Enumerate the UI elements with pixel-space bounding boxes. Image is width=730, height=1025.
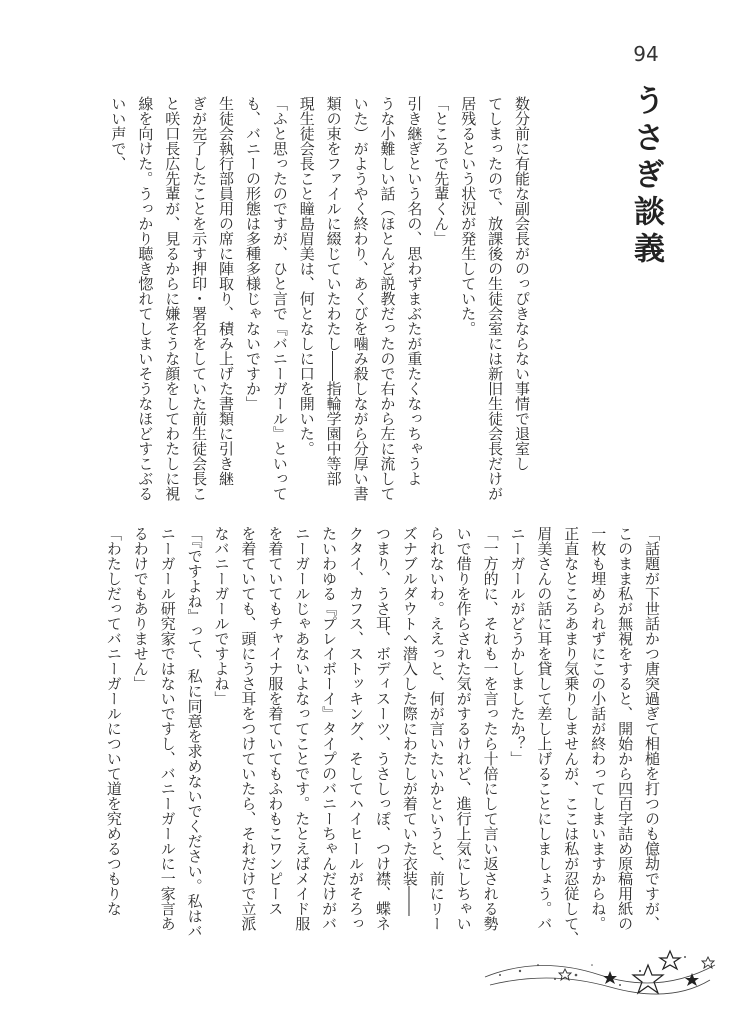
- text-line: 数分前に有能な副会長がのっぴきならない事情で退室し: [513, 96, 531, 471]
- page-number: 94: [633, 42, 659, 66]
- text-line: を着ていてもチャイナ服を着ていてもふわもこワンピース: [266, 526, 285, 916]
- text-line: 「ところで先輩くん」: [432, 96, 451, 246]
- text-line: を着ていても、頭にうさ耳をつけていたら、それだけで立派: [239, 526, 258, 931]
- text-line: なバニーガールですよね」: [212, 526, 231, 706]
- chapter-title: うさぎ談義: [628, 84, 664, 269]
- text-line: つまり、うさ耳、ボディスーツ、うさしっぽ、つけ襟、蝶ネ: [373, 526, 392, 931]
- text-line: と咲口長広先輩が、見るからに嫌そうな顔をしてわたしに視: [163, 96, 182, 501]
- text-line: ぎが完了したことを示す押印・署名をしていた前生徒会長こ: [190, 96, 209, 501]
- text-line: ニーガールがどうかしましたか？」: [508, 526, 527, 766]
- text-line: いで借りを作らされた気がするけれど、進行上気にしちゃい: [454, 526, 473, 931]
- text-line: うな小難しい話（ほとんど説教だったので右から左に流して: [378, 96, 397, 501]
- text-line: 居残るという状況が発生していた。: [459, 96, 478, 336]
- text-line: いた）がようやく終わり、あくびを噛み殺しながら分厚い書: [351, 96, 370, 501]
- text-line: 一枚も埋められずにこの小話が終わってしまいますからね。: [589, 526, 608, 931]
- text-line: ニーガール研究家ではないですし、バニーガールに一家言あ: [158, 526, 177, 931]
- text-line: も、バニーの形態は多種多様じゃないですか」: [243, 96, 262, 411]
- text-column-bottom: [104, 526, 665, 946]
- text-line: 「話題が下世話かつ唐突過ぎて相槌を打つのも億劫ですが、: [643, 526, 661, 931]
- text-line: たいわゆる『プレイボーイ』タイプのバニーちゃんだけがバ: [320, 526, 339, 931]
- text-line: てしまったので、放課後の生徒会室には新旧生徒会長だけが: [486, 96, 505, 501]
- text-column-top: [109, 96, 535, 501]
- text-line: 「ふと思ったのですが、ひと言で『バニーガール』といって: [270, 96, 289, 501]
- text-line: 線を向けた。うっかり聴き惚れてしまいそうなほどすこぶる: [136, 96, 155, 501]
- text-line: ニーガールじゃあないよなってことです。たとえばメイド服: [293, 526, 312, 931]
- text-line: ズナブルダウトへ潜入した際にわたしが着ていた衣装――: [400, 526, 419, 916]
- star-ornament: [480, 935, 720, 1025]
- text-line: 眉美さんの話に耳を貸して差し上げることにしましょう。バ: [535, 526, 554, 931]
- text-line: クタイ、カフス、ストッキング、そしてハイヒールがそろっ: [347, 526, 366, 931]
- text-line: るわけでもありません」: [131, 526, 150, 691]
- text-line: 「わたしだってバニーガールについて道を究めるつもりな: [104, 526, 123, 916]
- text-line: 引き継ぎという名の、思わずまぶたが重たくなっちゃうよ: [405, 96, 424, 486]
- text-line: 類の束をファイルに綴じていたわたし――指輪学園中等部: [324, 96, 343, 486]
- text-line: いい声で、: [109, 96, 128, 171]
- text-line: 「『ですよね』って、私に同意を求めないでください。私はバ: [185, 526, 204, 939]
- text-line: 現生徒会長こと瞳島眉美は、何となしに口を開いた。: [297, 96, 316, 456]
- text-line: このまま私が無視をすると、開始から四百字詰め原稿用紙の: [616, 526, 635, 931]
- text-line: 「一方的に、それも一を言ったら十倍にして言い返される勢: [481, 526, 500, 931]
- text-line: 正直なところあまり気乗りしませんが、ここは私が忍従して、: [562, 526, 581, 946]
- text-line: られないわ。ええっと、何が言いたいかというと、前にリー: [427, 526, 446, 931]
- text-line: 生徒会執行部員用の席に陣取り、積み上げた書類に引き継: [217, 96, 236, 486]
